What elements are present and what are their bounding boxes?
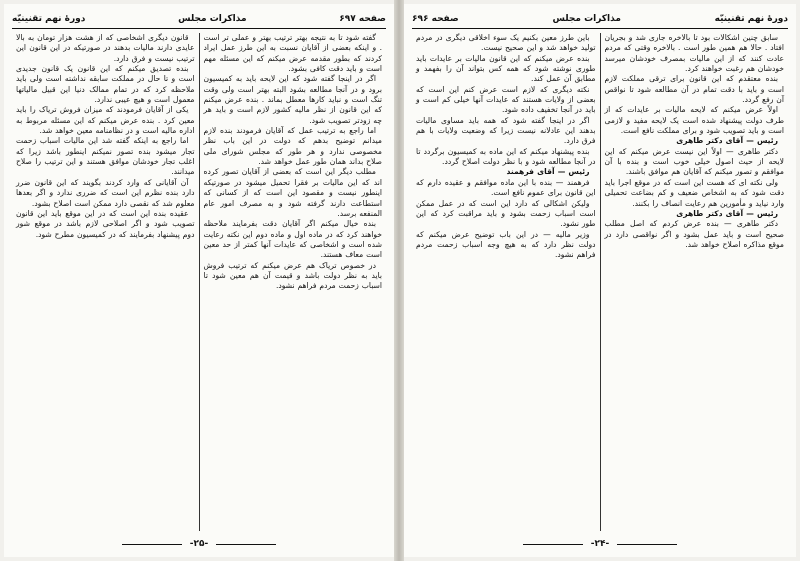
paragraph: اولاً عرض میکنم که لایحه مالیات بر عایدات که از طرف دولت پیشنهاد شده است یک لایحه مفید و لازمی است و باید تصویب شود و برای مملکت نافع است. bbox=[604, 105, 784, 136]
speaker-line: رئیس — آقای فرهمند bbox=[506, 167, 590, 177]
left-page-header bbox=[12, 12, 386, 26]
book-gutter bbox=[394, 0, 404, 561]
paragraph: باین طرز معین بکنیم یک سوء اخلاقی دیگری در مردم تولید خواهد شد و این صحیح نیست. bbox=[416, 33, 596, 53]
right-page-title: مذاکرات مجلس bbox=[552, 14, 621, 24]
paragraph: وزیر مالیه — در این باب توضیح عرض میکنم که دولت نظر دارد که به هیچ وجه اسباب زحمت مردم فراهم نشود. bbox=[416, 229, 596, 260]
paragraph: دکتر طاهری — بنده عرض کردم که اصل مطلب صحیح است و باید عمل بشود و اگر نواقصی دارد در موقع مذاکره اصلاح خواهد شد. bbox=[604, 219, 784, 249]
paragraph: بنده عرض میکنم که این قانون مالیات بر عایدات باید طوری نوشته شود که همه کس بتواند آن را بفهمد و مطابق آن عمل کند. bbox=[416, 53, 596, 84]
paragraph: یکی از آقایان فرمودند که میزان فروش تریاک را باید معین کرد . بنده عرض میکنم که این مسئله مربوط به اداره مالیه است و در نظامنامه معین خواهد شد. bbox=[16, 105, 195, 136]
paragraph: عقیده بنده این است که در این موقع باید این قانون تصویب شود و اگر اصلاحی لازم باشد در موقع شور دوم پیشنهاد بفرمایند که در کمیسیون مطرح شود. bbox=[16, 208, 195, 239]
left-header-rule bbox=[12, 28, 386, 29]
paragraph: ولیکن اشکالی که دارد این است که در عمل ممکن است اسباب زحمت بشود و باید مراقبت کرد که این طور نشود. bbox=[416, 198, 596, 229]
column-divider bbox=[600, 33, 601, 531]
column-divider bbox=[199, 33, 200, 531]
paragraph: اگر در اینجا گفته شود که همه باید مساوی مالیات بدهند این عادلانه نیست زیرا که وضعیت ولایات با هم فرق دارد. bbox=[416, 115, 596, 146]
footer-rule bbox=[617, 544, 677, 545]
paragraph: قانون دیگری اشخاصی که از هشت هزار تومان به بالا عایدی دارند مالیات بدهند در صورتیکه در این قانون این ترتیب نیست و فرق دارد. bbox=[16, 33, 195, 63]
right-page-label: صفحه ۶۹۶ bbox=[412, 14, 459, 24]
paragraph: دکتر طاهری — اولاً این نیست عرض میکنم که این لایحه از حیث اصول خیلی خوب است و بنده با آن موافقم و تصور میکنم که آقایان هم موافق باشند. bbox=[604, 146, 784, 177]
paragraph: ولی نکته ای که هست این است که در موقع اجرا باید دقت شود که به اشخاص ضعیف و کم بضاعت تحمیلی وارد نیاید و مأمورین هم رعایت انصاف را بکنند. bbox=[604, 177, 784, 208]
paragraph: اما راجع به اینکه گفته شد این مالیات اسباب زحمت تجار میشود بنده تصور نمیکنم اینطور باشد زیرا که اغلب تجار خودشان موافق هستند و این ترتیب را صلاح میدانند. bbox=[16, 136, 195, 177]
right-page-footer bbox=[412, 537, 788, 551]
right-page-header bbox=[412, 12, 788, 26]
paragraph: نکته دیگری که لازم است عرض کنم این است که بعضی از ولایات هستند که عایدات آنها خیلی کم است و باید در آنجا تخفیف داده شود. bbox=[416, 84, 596, 115]
right-page-session: دورهٔ نهم تقنینیّه bbox=[714, 14, 788, 24]
speaker-line: رئیس — آقای دکتر طاهری bbox=[676, 136, 778, 146]
paragraph: در خصوص تریاک هم عرض میکنم که ترتیب فروش باید به نظر دولت باشد و قیمت آن هم معین شود تا اسباب زحمت مردم فراهم نشود. bbox=[203, 260, 382, 291]
left-page-footer bbox=[12, 537, 386, 551]
paragraph: گفته شود تا به نتیجه بهتر ترتیب بهتر و عملی تر است . و اینکه بعضی از آقایان نسبت به این طرز عمل ایراد کردند که بطور مقدمه عرض میکنم که این مسئله مهم است و باید دقت کافی بشود. bbox=[203, 33, 382, 74]
footer-rule bbox=[216, 544, 276, 545]
left-page-columns bbox=[12, 33, 386, 531]
right-page bbox=[404, 4, 796, 557]
left-page-number: -۲۵- bbox=[189, 539, 209, 549]
left-page bbox=[4, 4, 394, 557]
left-page-col-left bbox=[12, 33, 199, 531]
paragraph: فرهمند — بنده با این ماده موافقم و عقیده دارم که این قانون برای عموم نافع است. bbox=[416, 177, 596, 198]
paragraph: بنده خیال میکنم اگر آقایان دقت بفرمایند ملاحظه خواهند کرد که در ماده اول و ماده دوم این نکته رعایت شده است و اشخاصی که عایدات آنها کمتر از حد معین است معاف هستند. bbox=[203, 219, 382, 260]
paragraph: اگر در اینجا گفته شود که این لایحه باید به کمیسیون برود و در آنجا مطالعه بشود البته بهتر است ولی وقت تنگ است و نباید کارها معطل بماند . بنده عرض میکنم که این قانون از نظر مالیه کشور لازم است و باید هر چه زودتر تصویب شود. bbox=[203, 74, 382, 125]
paragraph: مطلب دیگر این است که بعضی از آقایان تصور کرده اند که این مالیات بر فقرا تحمیل میشود در صورتیکه اینطور نیست و مقصود این است که از کسانی که استطاعت دارند گرفته شود و به مصرف امور عام المنفعه برسد. bbox=[203, 167, 382, 218]
right-page-number: -۲۴- bbox=[590, 539, 610, 549]
left-page-label: صفحه ۶۹۷ bbox=[339, 14, 386, 24]
paragraph: بنده تصدیق میکنم که این قانون یک قانون جدیدی است و تا حال در مملکت سابقه نداشته است ولی باید ملاحظه کرد که در تمام ممالک دنیا این قبیل مالیاتها معمول است و هیچ عیبی ندارد. bbox=[16, 64, 195, 105]
right-header-rule bbox=[412, 28, 788, 29]
right-page-columns bbox=[412, 33, 788, 531]
right-page-col-right bbox=[601, 33, 789, 531]
speaker-line: رئیس — آقای دکتر طاهری bbox=[676, 208, 778, 218]
footer-rule bbox=[523, 544, 583, 545]
paragraph: آن آقایانی که وارد کردند بگویند که این قانون ضرر دارد بنده نظرم این است که ضرری ندارد و اگر بعدها معلوم شد که نقصی دارد ممکن است اصلاح بشود. bbox=[16, 177, 195, 208]
paragraph: بنده معتقدم که این قانون برای ترقی مملکت لازم است و باید با دقت تمام در آن مطالعه شود تا نواقص آن رفع گردد. bbox=[604, 74, 784, 105]
right-page-col-left bbox=[412, 33, 600, 531]
left-page-session: دورهٔ نهم تقنینیّه bbox=[12, 14, 86, 24]
paragraph: اما راجع به ترتیب عمل که آقایان فرمودند بنده لازم میدانم توضیح بدهم که دولت در این باب نظر مخصوصی ندارد و هر طور که مجلس شورای ملی صلاح بداند همان طور عمل خواهد شد. bbox=[203, 126, 382, 167]
paragraph: سابق چنین اشکالات بود تا بالاخره جاری شد و بجریان افتاد . حالا هم همین طور است . بالاخره وقتی که مردم عادت کنند که از این مالیات بمصرف خودشان میرسد خودشان هم رغبت خواهند کرد. bbox=[604, 33, 784, 74]
paragraph: بنده پیشنهاد میکنم که این ماده به کمیسیون برگردد تا در آنجا مطالعه شود و با نظر دولت اصلاح گردد. bbox=[416, 146, 596, 167]
left-page-title: مذاکرات مجلس bbox=[178, 14, 247, 24]
left-page-col-right bbox=[200, 33, 387, 531]
footer-rule bbox=[122, 544, 182, 545]
